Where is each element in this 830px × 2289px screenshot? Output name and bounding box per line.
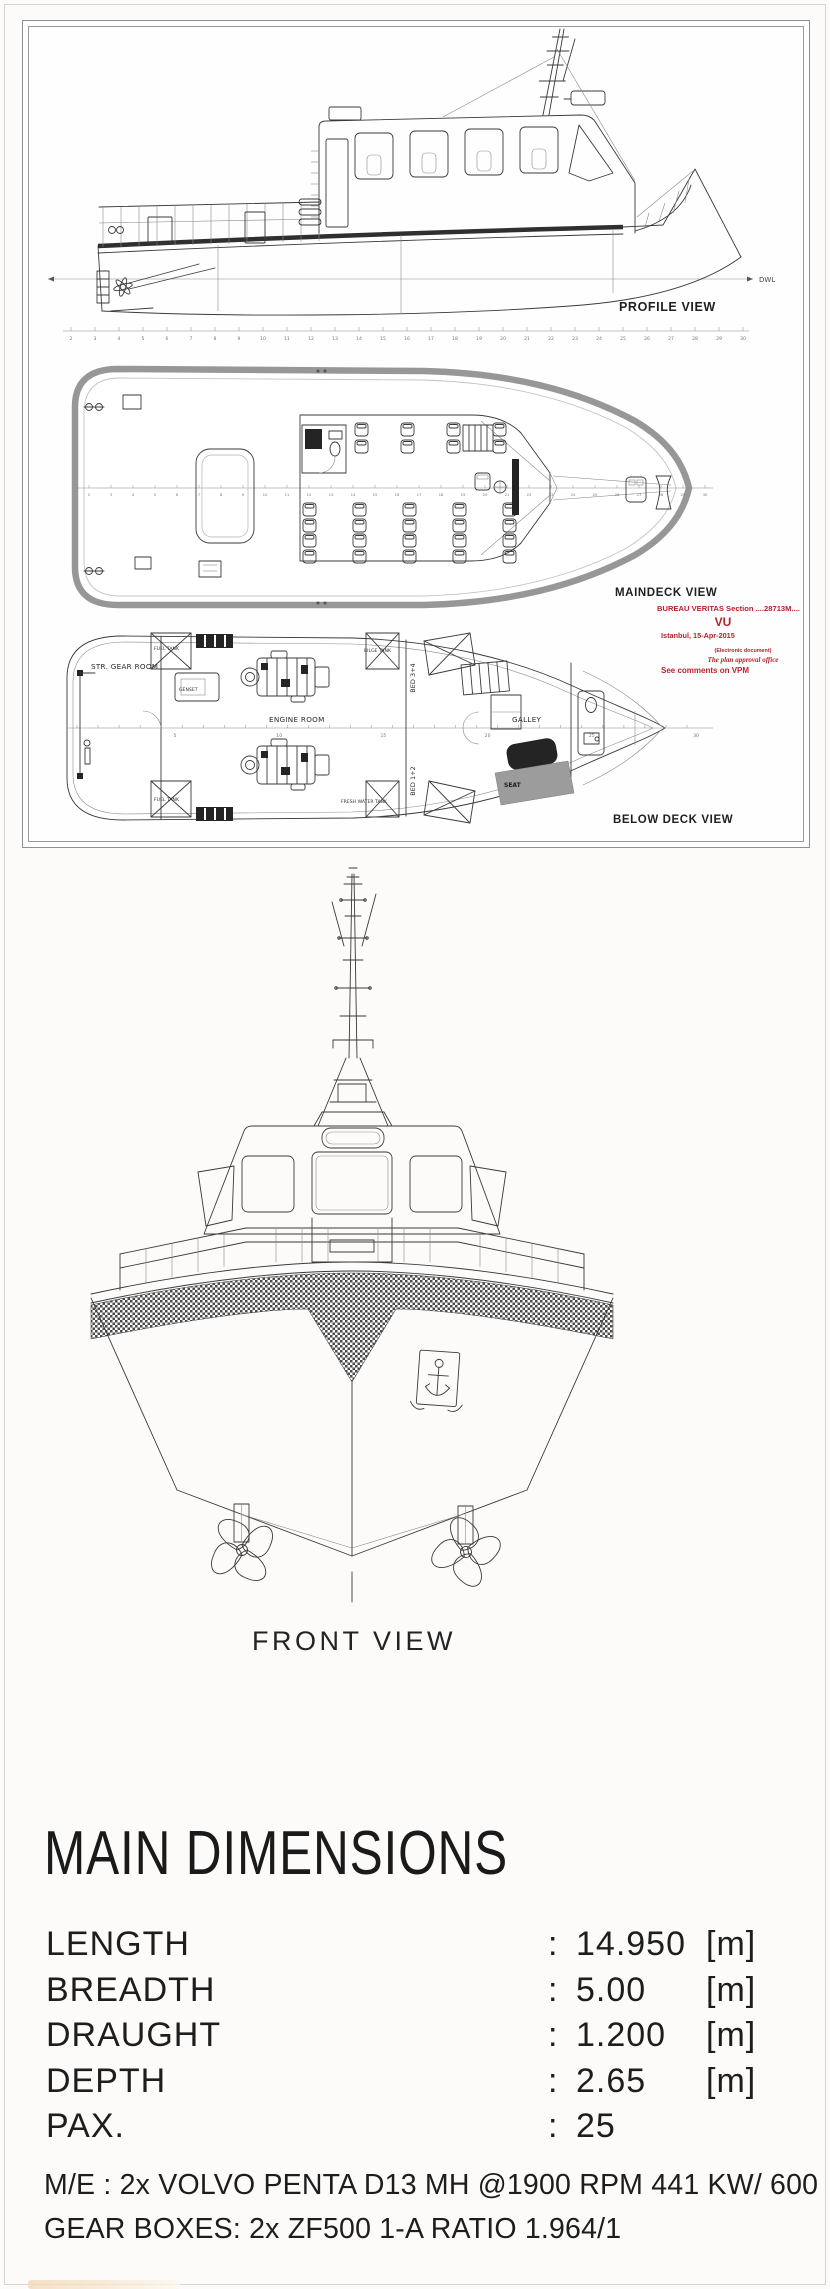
svg-text:17: 17 — [428, 337, 434, 342]
maindeck-outline — [75, 369, 689, 605]
dim-colon: : — [548, 2016, 559, 2054]
stamp-line-1: BUREAU VERITAS Section ....28713M.... — [657, 604, 800, 613]
dim-value: 2.65 — [576, 2061, 647, 2100]
svg-text:7: 7 — [189, 337, 193, 342]
maindeck-view-drawing — [75, 369, 717, 605]
svg-text:12: 12 — [308, 337, 314, 342]
str-gear-room-label: STR. GEAR ROOM — [91, 662, 159, 671]
bilge-tank-label: BILGE TANK — [364, 649, 392, 654]
svg-text:15: 15 — [380, 337, 386, 342]
main-engine-spec: M/E : 2x VOLVO PENTA D13 MH @1900 RPM 441 KW/ 600 — [44, 2169, 819, 2201]
dimension-row-pax — [46, 2104, 826, 2150]
svg-text:24: 24 — [570, 492, 576, 497]
svg-text:15: 15 — [372, 492, 378, 497]
svg-text:3: 3 — [109, 492, 113, 497]
front-view-caption: FRONT VIEW — [251, 1626, 457, 1656]
dim-unit: [m] — [706, 2016, 757, 2054]
maindeck-view-caption: MAINDECK VIEW — [615, 587, 718, 599]
svg-text:21: 21 — [524, 337, 530, 342]
svg-text:30: 30 — [702, 492, 708, 497]
dim-colon: : — [548, 1925, 559, 1963]
anchor-icon — [410, 1350, 466, 1413]
shower-icon — [305, 429, 322, 449]
svg-text:15: 15 — [380, 734, 387, 739]
mast-tripod — [314, 1058, 392, 1126]
stamp-line-4: (Electronic document) — [714, 648, 772, 654]
profile-station-numbers — [70, 327, 746, 342]
svg-text:10: 10 — [262, 492, 268, 497]
dwl-arrow-left — [48, 277, 54, 282]
profile-view-caption: PROFILE VIEW — [619, 300, 716, 314]
svg-text:20: 20 — [484, 734, 491, 739]
svg-text:30: 30 — [693, 734, 699, 739]
mast — [539, 29, 575, 115]
dimension-row-breadth — [46, 1968, 826, 2014]
fuel-tank-top-label: FUEL TANK — [154, 647, 179, 652]
dim-value: 14.950 — [576, 1925, 686, 1963]
svg-text:14: 14 — [356, 337, 362, 342]
svg-text:5: 5 — [141, 337, 145, 342]
svg-text:4: 4 — [131, 492, 135, 497]
dwl-arrow-right — [747, 277, 753, 282]
svg-text:19: 19 — [460, 492, 466, 497]
svg-text:22: 22 — [548, 337, 554, 342]
propeller-icon — [211, 1519, 272, 1580]
dim-unit: [m] — [706, 2061, 757, 2100]
main-dimensions-title-text: MAIN DIMENSIONS — [44, 1819, 508, 1888]
dim-colon: : — [548, 2107, 559, 2145]
svg-text:22: 22 — [526, 492, 532, 497]
gearbox-spec: GEAR BOXES: 2x ZF500 1-A RATIO 1.964/1 — [44, 2213, 622, 2245]
svg-text:10: 10 — [276, 734, 283, 739]
svg-text:17: 17 — [416, 492, 422, 497]
svg-text:18: 18 — [438, 492, 444, 497]
svg-text:26: 26 — [644, 337, 650, 342]
svg-text:11: 11 — [284, 492, 290, 497]
dim-value: 1.200 — [576, 2016, 667, 2054]
svg-text:28: 28 — [692, 337, 698, 342]
svg-text:25: 25 — [588, 734, 595, 739]
dwl-label: DWL — [759, 276, 776, 284]
main-dimensions-table — [46, 1922, 826, 2150]
spray-rail-band — [91, 1273, 613, 1382]
helm-console — [512, 459, 519, 515]
dimension-row-length — [46, 1922, 826, 1968]
dim-value: 5.00 — [576, 1970, 647, 2009]
class-approval-stamp — [657, 604, 800, 675]
front-view-drawing — [0, 850, 830, 1670]
dim-label: LENGTH — [46, 1925, 190, 1963]
svg-text:24: 24 — [596, 337, 602, 342]
svg-text:6: 6 — [165, 337, 169, 342]
dimension-row-draught — [46, 2013, 826, 2059]
svg-text:5: 5 — [173, 734, 177, 739]
svg-text:2: 2 — [69, 337, 73, 342]
cabin-door — [326, 139, 348, 227]
svg-text:20: 20 — [482, 492, 488, 497]
bed-3-4-label: BED 3+4 — [409, 663, 417, 693]
fuel-tank-bottom-label: FUEL TANK — [154, 798, 179, 803]
dim-label: DRAUGHT — [46, 2016, 222, 2054]
life-ring-icon — [109, 227, 116, 234]
svg-text:26: 26 — [614, 492, 620, 497]
svg-text:28: 28 — [658, 492, 664, 497]
dim-unit: [m] — [706, 1925, 757, 1963]
dim-colon: : — [548, 2061, 559, 2100]
svg-text:27: 27 — [668, 337, 674, 342]
belowdeck-view-caption: BELOW DECK VIEW — [613, 814, 734, 826]
belowdeck-view-drawing — [67, 633, 733, 826]
dim-unit: [m] — [706, 1970, 757, 2009]
svg-text:13: 13 — [332, 337, 338, 342]
front-mast — [332, 868, 376, 1058]
stamp-line-5: The plan approval office — [707, 656, 779, 664]
propeller-icon — [427, 1513, 505, 1591]
svg-text:23: 23 — [548, 492, 554, 497]
dim-label: DEPTH — [46, 2061, 167, 2100]
svg-text:9: 9 — [241, 492, 245, 497]
svg-text:23: 23 — [572, 337, 578, 342]
propeller-icon — [113, 277, 133, 297]
svg-text:2: 2 — [87, 492, 91, 497]
seat-label: SEAT — [504, 782, 521, 789]
svg-text:27: 27 — [636, 492, 642, 497]
svg-text:19: 19 — [476, 337, 482, 342]
svg-text:25: 25 — [592, 492, 598, 497]
profile-view-drawing — [48, 29, 775, 342]
dim-colon: : — [548, 1970, 559, 2009]
dim-label: PAX. — [46, 2107, 125, 2145]
ga-drawing-sheet — [22, 20, 810, 848]
svg-text:8: 8 — [213, 337, 217, 342]
dim-value: 25 — [576, 2107, 616, 2145]
fresh-water-tank-label: FRESH WATER TANK — [341, 800, 388, 805]
svg-text:8: 8 — [219, 492, 223, 497]
stamp-line-6: See comments on VPM — [661, 666, 750, 675]
svg-text:16: 16 — [404, 337, 410, 342]
svg-text:9: 9 — [237, 337, 241, 342]
svg-text:6: 6 — [175, 492, 179, 497]
svg-text:13: 13 — [328, 492, 334, 497]
main-dimensions-title — [44, 1818, 624, 1889]
svg-text:30: 30 — [740, 337, 746, 342]
aft-railing-stanchions — [103, 202, 319, 247]
svg-text:14: 14 — [350, 492, 356, 497]
svg-text:29: 29 — [716, 337, 722, 342]
cropped-logo-sliver — [28, 2280, 180, 2289]
dim-label: BREADTH — [46, 1970, 216, 2009]
svg-text:20: 20 — [500, 337, 506, 342]
svg-text:10: 10 — [260, 337, 266, 342]
genset-label: GENSET — [179, 688, 198, 693]
engine-room-label: ENGINE ROOM — [269, 715, 325, 724]
bed-1-2-label: BED 1+2 — [409, 766, 417, 796]
window-figures — [367, 149, 546, 175]
svg-text:12: 12 — [306, 492, 312, 497]
svg-text:18: 18 — [452, 337, 458, 342]
deck-box — [148, 217, 172, 243]
svg-text:29: 29 — [680, 492, 686, 497]
radar-icon — [571, 91, 605, 105]
ladder-rungs — [311, 151, 319, 217]
stamp-line-3: Istanbul, 15-Apr-2015 — [661, 631, 735, 640]
cabin-windows — [355, 125, 613, 181]
dimension-row-depth — [46, 2059, 826, 2105]
svg-text:5: 5 — [153, 492, 157, 497]
svg-text:21: 21 — [504, 492, 510, 497]
bow-stem — [623, 169, 741, 257]
svg-text:25: 25 — [620, 337, 626, 342]
galley-label: GALLEY — [512, 715, 542, 724]
front-hull — [91, 1262, 613, 1556]
ga-sheet-drawing — [23, 21, 811, 849]
life-ring-icon — [117, 227, 124, 234]
svg-text:4: 4 — [117, 337, 121, 342]
stamp-line-2: VU — [714, 615, 732, 629]
svg-text:16: 16 — [394, 492, 400, 497]
svg-text:11: 11 — [284, 337, 290, 342]
svg-text:3: 3 — [93, 337, 97, 342]
svg-text:7: 7 — [197, 492, 201, 497]
backstay — [443, 57, 554, 117]
